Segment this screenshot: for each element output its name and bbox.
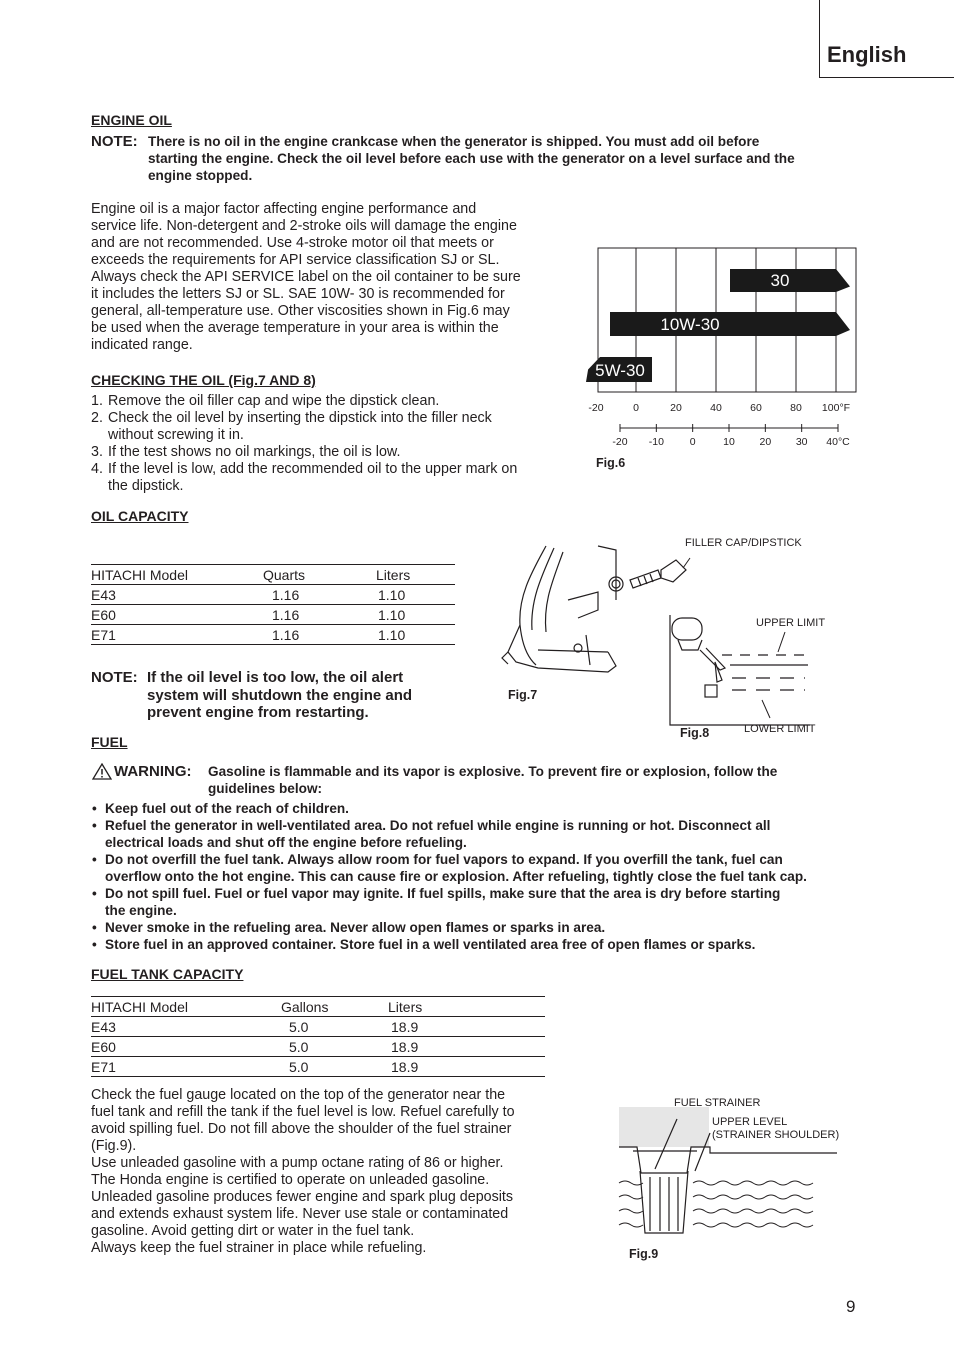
engine-oil-note-label: NOTE: [91,133,138,150]
table-cell: 1.16 [263,625,376,645]
table-cell: E60 [91,1037,281,1057]
table-row [91,1037,545,1057]
oil-alert-note [147,669,467,722]
note-line: system will shutdown the engine and [147,686,413,704]
bullet-line: the engine. [105,903,177,918]
table-cell: 18.9 [388,1037,545,1057]
step-number: 1. [91,393,103,409]
chart-f-tick-label: -20 [588,402,604,414]
body-line: and are not recommended. Use 4-stroke motor oil that meets or [91,235,494,251]
dipstick-icon [630,560,686,588]
note-line: prevent engine from restarting. [147,704,369,721]
warning-label: WARNING: [114,763,192,780]
chart-c-tick-label: 40°C [826,436,850,448]
step-item [91,393,571,410]
body-line: gasoline. Avoid getting dirt or water in the fuel tank. [91,1223,415,1239]
dipstick-cap [672,618,702,640]
body-line: Use unleaded gasoline with a pump octane rating of 86 or higher. [91,1155,504,1171]
body-line: Unleaded gasoline produces fewer engine and spark plug deposits [91,1189,514,1205]
chart-bar-30 [730,269,850,292]
bullet-line: • Refuel the generator in well-ventilated area. Do not refuel while engine is running or hot. Disconnect all [105,818,771,833]
chart-c-tick-label: 0 [689,436,696,448]
list-item [91,919,881,936]
table-cell: 5.0 [281,1037,388,1057]
chart-f-tick-label: 0 [633,402,639,414]
chart-c-tick-label: 20 [759,436,772,448]
list-item [91,851,881,885]
note-line: engine stopped. [148,168,253,183]
table-row [91,625,455,645]
list-item [91,885,881,919]
chart-bar-label: 30 [770,271,790,290]
step-line: If the test shows no oil markings, the oil is low. [108,444,401,460]
chart-c-tick-label: 30 [795,436,808,448]
page-number: 9 [846,1297,856,1316]
table-row [91,605,455,625]
table-cell: E43 [91,1017,281,1037]
fuel-waves [619,1181,813,1227]
fuel-strainer-label: FUEL STRAINER [674,1097,761,1109]
chart-f-tick-label: 100°F [821,402,851,414]
bullet-line: • Do not overfill the fuel tank. Always allow room for fuel vapors to expand. If you overfill the tank, fuel can [105,852,783,867]
body-line: avoid spilling fuel. Do not fill above the shoulder of the fuel strainer [91,1121,512,1137]
table-cell: 1.10 [376,625,455,645]
chart-c-tick-label: 10 [723,436,735,448]
upper-level-label [712,1116,839,1142]
body-line: Always keep the fuel strainer in place while refueling. [91,1240,427,1256]
note-line: There is no oil in the engine crankcase when the generator is shipped. You must add oil before [148,134,760,149]
oil-capacity-table [91,564,455,645]
table-cell: 1.10 [376,585,455,605]
oil-viscosity-chart [580,240,870,475]
upper-limit-label: UPPER LIMIT [756,617,826,629]
engine-oil-note [148,133,868,184]
table-cell: 5.0 [281,1017,388,1037]
chart-f-tick-label: 40 [710,402,722,414]
warning-line: guidelines below: [208,781,323,796]
oil-alert-note-label: NOTE: [91,669,138,686]
fig9-caption: Fig.9 [629,1247,659,1261]
table-cell: E71 [91,625,263,645]
table-header-cell: HITACHI Model [91,565,263,585]
table-cell: 1.16 [263,585,376,605]
note-line: starting the engine. Check the oil level before each use with the generator on a level surface and the [148,151,795,166]
bullet-line: overflow onto the hot engine. This can cause fire or explosion. After refueling, tightly close the fuel tank cap. [105,869,807,884]
table-header-cell: Gallons [281,997,388,1017]
body-line: Check the fuel gauge located on the top of the generator near the [91,1087,506,1103]
list-item [91,936,881,953]
body-line: service life. Non-detergent and 2-stroke oils will damage the engine [91,218,517,234]
bullet-line: electrical loads and shut off the engine before refueling. [105,835,467,850]
table-header-cell: HITACHI Model [91,997,281,1017]
table-row [91,1057,545,1077]
fig8-caption: Fig.8 [680,726,710,740]
lower-limit-label: LOWER LIMIT [744,723,816,735]
chart-bar-label: 5W-30 [595,361,645,380]
body-line: general, all-temperature use. Other viscosities shown in Fig.6 may [91,303,510,319]
body-line: be used when the average temperature in your area is within the [91,320,499,336]
fuel-tank-body [91,1087,571,1257]
table-cell: 18.9 [388,1057,545,1077]
chart-f-tick-label: 20 [670,402,682,414]
body-line: indicated range. [91,337,193,353]
table-row [91,585,455,605]
step-line: the dipstick. [108,478,184,494]
bullet-line: • Keep fuel out of the reach of children. [105,801,349,816]
fig6-caption: Fig.6 [596,456,626,470]
warning-triangle-icon [92,763,112,780]
fuel-guidelines [91,800,881,953]
table-cell: E60 [91,605,263,625]
engine-oil-heading: ENGINE OIL [91,112,172,128]
table-cell: 5.0 [281,1057,388,1077]
tank-wall [670,615,810,725]
table-cell: E43 [91,585,263,605]
step-item [91,444,571,461]
body-line: The Honda engine is certified to operate on unleaded gasoline. [91,1172,490,1188]
body-line: (Fig.9). [91,1138,137,1154]
body-line: it includes the letters SJ or SL. SAE 10W- 30 is recommended for [91,286,505,302]
language-tab [819,0,954,78]
note-line: If the oil level is too low, the oil alert [147,669,404,686]
body-line: exceeds the requirements for API service classification SJ or SL. [91,252,500,268]
body-line: and extends exhaust system life. Never use stale or contaminated [91,1206,509,1222]
table-header-row [91,565,455,585]
warning-line: Gasoline is flammable and its vapor is explosive. To prevent fire or explosion, follow the [208,764,778,779]
fuel-strainer [640,1171,688,1233]
oil-capacity-heading: OIL CAPACITY [91,508,189,524]
filler-cap-label: FILLER CAP/DIPSTICK [685,537,802,549]
step-line: Check the oil level by inserting the dipstick into the filler neck [108,410,492,426]
upper-level-line: UPPER LEVEL [712,1116,788,1128]
step-item [91,461,571,495]
chart-c-tick-label: -20 [612,436,628,448]
chart-bar-10w-30 [610,312,850,336]
fuel-tank-heading: FUEL TANK CAPACITY [91,966,244,982]
upper-level-line: (STRAINER SHOULDER) [712,1129,840,1141]
step-number: 4. [91,461,103,477]
table-header-cell: Quarts [263,565,376,585]
bullet-line: • Do not spill fuel. Fuel or fuel vapor may ignite. If fuel spills, make sure that the area is dry before starting [105,886,781,901]
fuel-tank-table [91,996,545,1077]
body-line: Always check the API SERVICE label on the oil container to be sure [91,269,521,285]
chart-bar-label: 10W-30 [660,315,720,334]
list-item [91,817,881,851]
body-line: fuel tank and refill the tank if the fuel level is low. Refuel carefully to [91,1104,515,1120]
table-row [91,1017,545,1037]
table-cell: 1.16 [263,605,376,625]
fuel-heading: FUEL [91,734,128,750]
bullet-line: • Never smoke in the refueling area. Never allow open flames or sparks in area. [105,920,606,935]
chart-f-tick-label: 60 [750,402,762,414]
checking-oil-heading: CHECKING THE OIL (Fig.7 AND 8) [91,372,316,388]
table-cell: 1.10 [376,605,455,625]
bullet-line: • Store fuel in an approved container. Store fuel in a well ventilated area free of open flames or sparks. [105,937,756,952]
engine-oil-body [91,201,571,354]
step-number: 2. [91,410,103,426]
body-line: Engine oil is a major factor affecting engine performance and [91,201,477,217]
warning-text [208,763,888,797]
table-cell: E71 [91,1057,281,1077]
table-header-cell: Liters [388,997,545,1017]
table-header-row [91,997,545,1017]
table-header-cell: Liters [376,565,455,585]
step-number: 3. [91,444,103,460]
checking-oil-steps [91,393,571,495]
step-item [91,410,571,444]
step-line: without screwing it in. [108,427,244,443]
fig7-caption: Fig.7 [508,688,538,702]
table-cell: 18.9 [388,1017,545,1037]
chart-f-tick-label: 80 [790,402,802,414]
chart-c-tick-label: -10 [648,436,664,448]
language-label: English [827,42,907,67]
step-line: If the level is low, add the recommended oil to the upper mark on [108,461,518,477]
step-line: Remove the oil filler cap and wipe the dipstick clean. [108,393,440,409]
list-item [91,800,881,817]
